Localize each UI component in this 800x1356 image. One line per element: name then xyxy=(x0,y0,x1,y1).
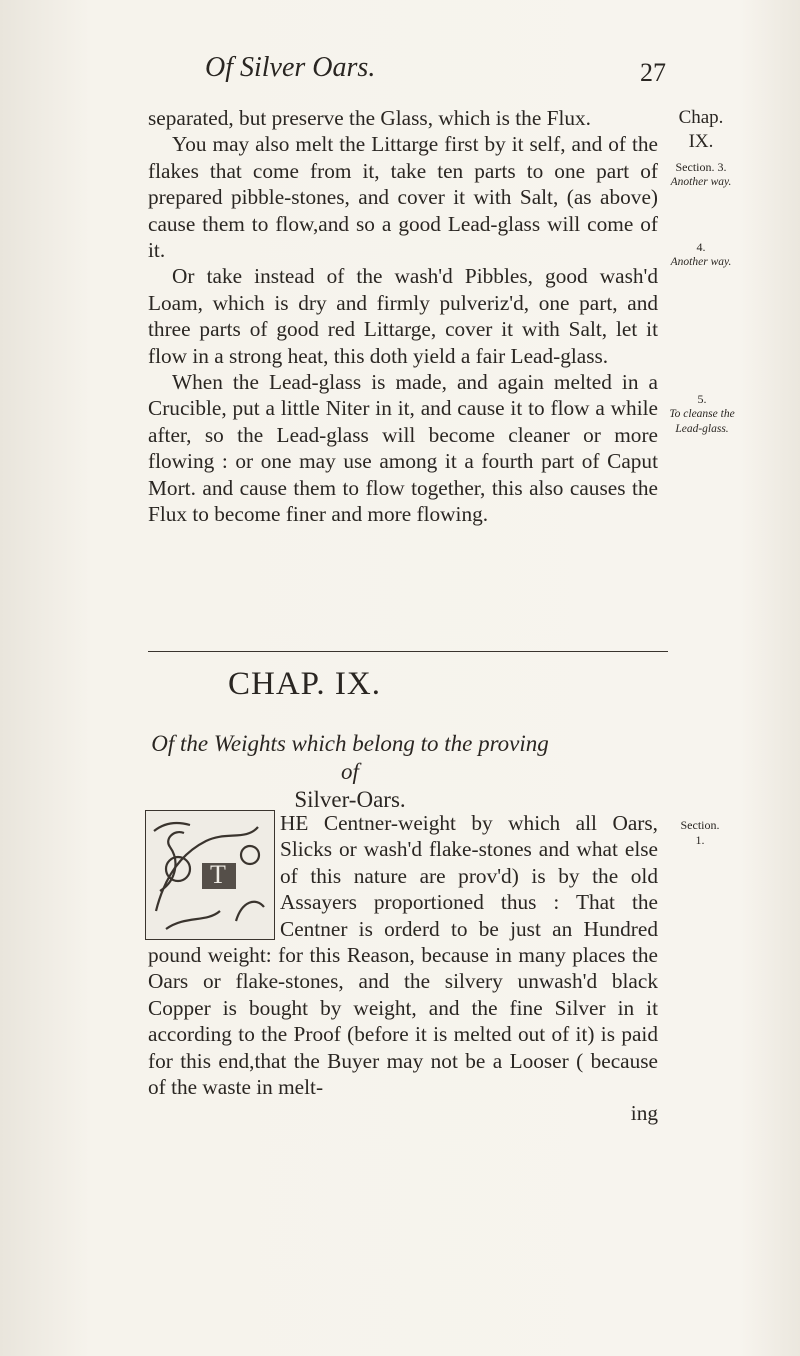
margin-section3-title: Another way. xyxy=(670,176,732,188)
chapter-subtitle-line2: Silver-Oars. xyxy=(294,787,406,812)
chapter-subtitle xyxy=(150,730,550,814)
margin-section-1 xyxy=(670,818,730,848)
margin-chap-number: IX. xyxy=(688,131,714,152)
chapter-divider-rule xyxy=(148,651,668,652)
paragraph: Or take instead of the wash'd Pibbles, good wash'd Loam, which is dry and firmly pulveriz'd, one part, and three parts of good red Littarge, cover it with Salt, let it flow in a strong heat, this doth yield a fair Lead-glass. xyxy=(148,264,658,368)
chapter-heading: CHAP. IX. xyxy=(228,666,381,702)
chapter-9-text xyxy=(148,810,658,1127)
margin-chap xyxy=(668,106,734,154)
chapter-subtitle-line1: Of the Weights which belong to the proving of xyxy=(151,731,549,784)
margin-chap-label: Chap. xyxy=(678,107,724,128)
margin-section5-title: To cleanse the Lead-glass. xyxy=(669,408,735,435)
initial-spacer xyxy=(148,810,280,940)
paragraph: HE Centner-weight by which all Oars, Slicks or wash'd flake-stones and what else of this nature are prov'd) is by the old Assayers proportioned thus : That the Centner is orderd to be just an Hundred pound weight: for this Reason, because in many places the Oars or flake-stones, and the silvery unwash'd black Copper is bought by weight, and the fine Silver in it according to the Proof (before it is melted out of it) is paid for this end,that the Buyer may not be a Looser ( because of the waste in melt- xyxy=(148,811,658,1100)
margin-section3-label: Section. 3. xyxy=(675,160,727,174)
margin-section5-number: 5. xyxy=(697,392,707,406)
initial-letter: T xyxy=(210,860,226,889)
paragraph: separated, but preserve the Glass, which is the Flux. xyxy=(148,106,591,130)
margin-section-5 xyxy=(664,392,740,437)
running-title: Of Silver Oars. xyxy=(205,52,376,83)
paragraph: You may also melt the Littarge first by it self, and of the flakes that come from it, take ten parts to one part of prepared pibble-stones, and cover it with Salt, (as above) cause them to flow,and so a good Lead-glass will come of it. xyxy=(148,132,658,263)
margin-section1-number: 1. xyxy=(695,833,705,847)
margin-section4-title: Another way. xyxy=(670,256,732,268)
page-number: 27 xyxy=(640,58,666,87)
margin-section1-label: Section. xyxy=(680,818,720,832)
margin-section-3 xyxy=(666,160,736,190)
catchword: ing xyxy=(630,1101,658,1126)
margin-section4-number: 4. xyxy=(696,240,706,254)
chapter-8-text xyxy=(148,105,658,528)
margin-section-4 xyxy=(670,240,732,270)
paragraph: When the Lead-glass is made, and again melted in a Crucible, put a little Niter in it, and cause it to flow a while after, so the Lead-glass will become cleaner or more flowing : or one may use among it a fourth part of Caput Mort. and cause them to flow together, this also causes the Flux to become finer and more flowing. xyxy=(148,370,658,527)
